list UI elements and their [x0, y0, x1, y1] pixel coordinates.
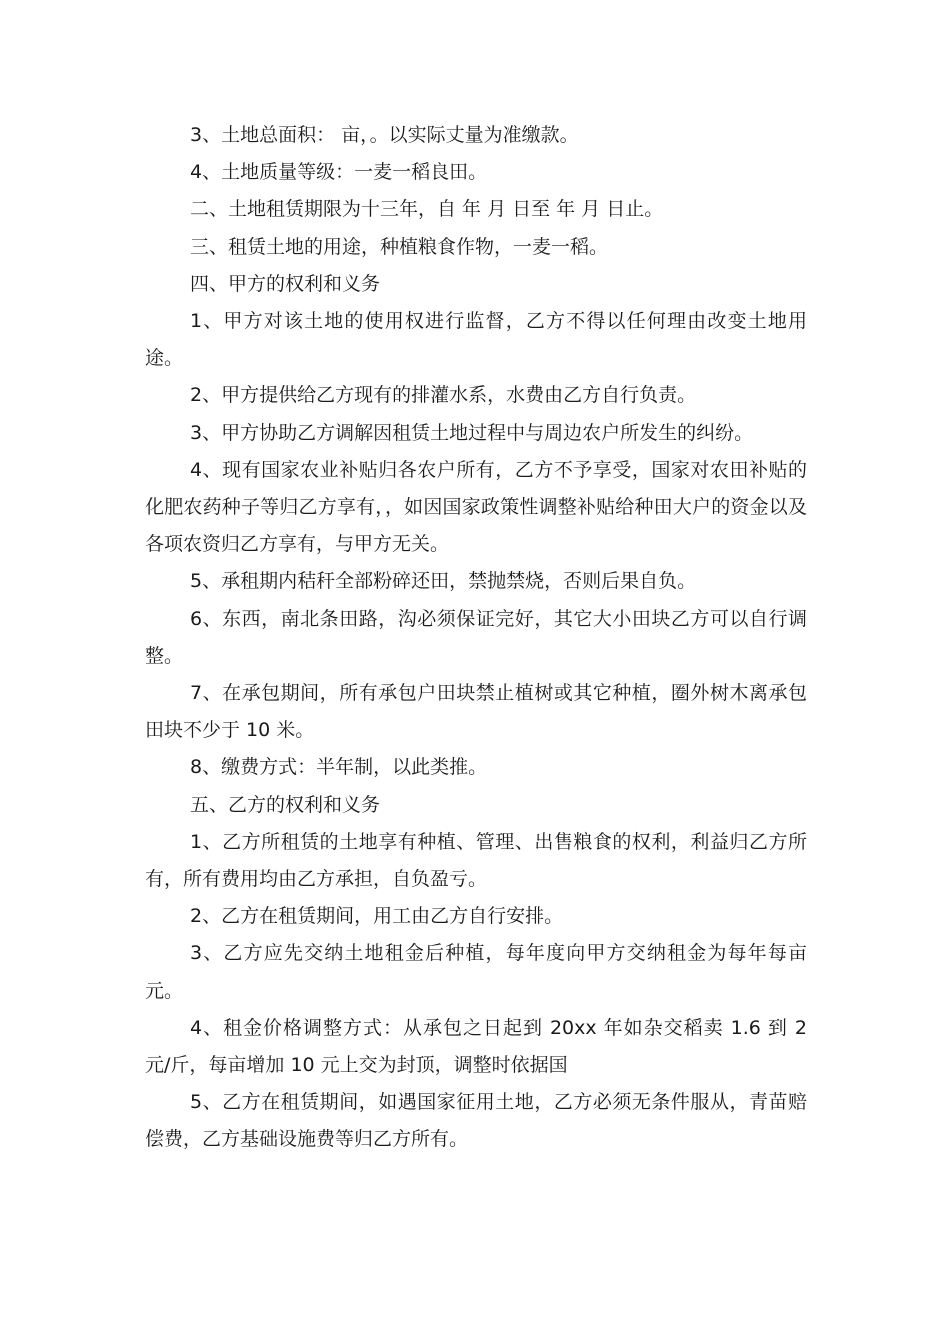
- paragraph-party-a-7: 7、在承包期间，所有承包户田块禁止植树或其它种植，圈外树木离承包田块不少于 10 米。: [145, 682, 807, 742]
- section-heading-party-a: 四、甲方的权利和义务: [190, 272, 381, 295]
- paragraph-party-a-8: 8、缴费方式：半年制，以此类推。: [190, 756, 488, 779]
- paragraph-party-a-2: 2、甲方提供给乙方现有的排灌水系，水费由乙方自行负责。: [190, 384, 697, 407]
- paragraph-party-a-1: 1、甲方对该土地的使用权进行监督，乙方不得以任何理由改变土地用途。: [145, 310, 807, 370]
- paragraph-party-b-4: 4、租金价格调整方式：从承包之日起到 20xx 年如杂交稻卖 1.6 到 2 元/斤，每亩增加 10 元上交为封顶，调整时依据国: [145, 1016, 807, 1077]
- paragraph-land-quality: 4、土地质量等级：一麦一稻良田。: [190, 161, 488, 184]
- section-heading-party-b: 五、乙方的权利和义务: [190, 793, 381, 816]
- paragraph-party-b-5: 5、乙方在租赁期间，如遇国家征用土地，乙方必须无条件服从，青苗赔偿费，乙方基础设施费等归乙方所有。: [145, 1091, 807, 1151]
- paragraph-party-a-4: 4、现有国家农业补贴归各农户所有，乙方不予享受，国家对农田补贴的化肥农药种子等归乙方享有，，如因国家政策性调整补贴给种田大户的资金以及各项农资归乙方享有，与甲方无关。: [145, 458, 807, 556]
- paragraph-party-b-2: 2、乙方在租赁期间，用工由乙方自行安排。: [190, 905, 564, 928]
- paragraph-party-b-1: 1、乙方所租赁的土地享有种植、管理、出售粮食的权利，利益归乙方所有，所有费用均由乙方承担，自负盈亏。: [145, 830, 807, 891]
- paragraph-land-use: 三、租赁土地的用途，种植粮食作物，一麦一稻。: [190, 235, 609, 258]
- paragraph-party-a-3: 3、甲方协助乙方调解因租赁土地过程中与周边农户所发生的纠纷。: [190, 421, 754, 444]
- paragraph-lease-term: 二、土地租赁期限为十三年，自 年 月 日至 年 月 日止。: [190, 198, 664, 221]
- paragraph-land-area: 3、土地总面积： 亩，。以实际丈量为准缴款。: [190, 124, 579, 146]
- paragraph-party-a-5: 5、承租期内秸秆全部粉碎还田，禁抛禁烧，否则后果自负。: [190, 570, 697, 593]
- paragraph-party-b-3: 3、乙方应先交纳土地租金后种植，每年度向甲方交纳租金为每年每亩 元。: [145, 942, 807, 1002]
- paragraph-party-a-6: 6、东西，南北条田路，沟必须保证完好，其它大小田块乙方可以自行调整。: [145, 607, 807, 667]
- document-body: [145, 117, 807, 1159]
